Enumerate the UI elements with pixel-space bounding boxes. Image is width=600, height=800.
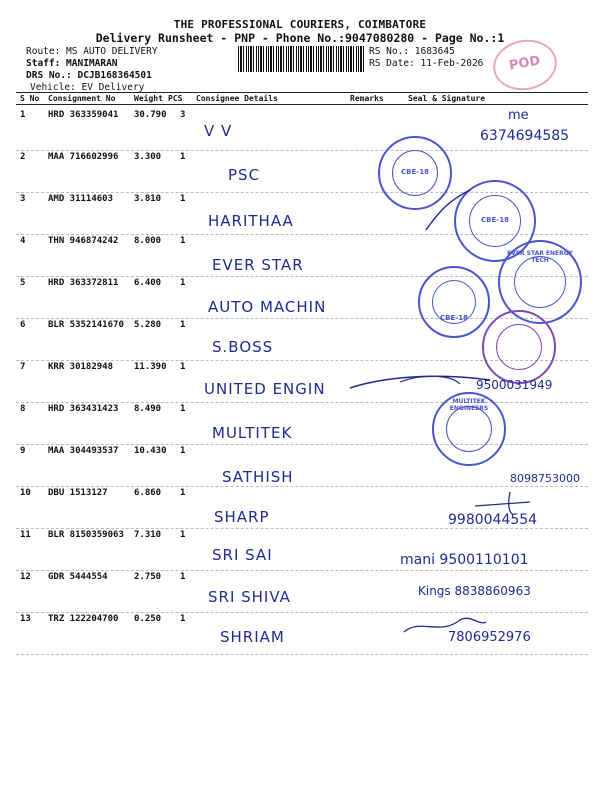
row-consignee: SHARP bbox=[214, 508, 270, 526]
row-consignee: SHRIAM bbox=[220, 628, 285, 646]
company-seal-stamp: CBE-18 bbox=[454, 180, 536, 262]
row-weight: 8.490 bbox=[134, 404, 162, 414]
row-pcs: 1 bbox=[180, 152, 186, 162]
row-pcs: 1 bbox=[180, 446, 186, 456]
signature-phone: mani 9500110101 bbox=[400, 552, 529, 568]
row-pcs: 1 bbox=[180, 404, 186, 414]
signature-phone: 8098753000 bbox=[510, 472, 580, 485]
row-consignee: PSC bbox=[228, 166, 261, 184]
row-pcs: 1 bbox=[180, 614, 186, 624]
row-consignment: MAA 304493537 bbox=[48, 446, 119, 456]
table-header-top-rule bbox=[16, 92, 588, 93]
row-consignment: THN 946874242 bbox=[48, 236, 119, 246]
row-consignee: SRI SHIVA bbox=[208, 588, 291, 606]
table-row bbox=[16, 444, 588, 487]
drs-number: DRS No.: DCJB168364501 bbox=[26, 70, 152, 81]
row-consignment: TRZ 122204700 bbox=[48, 614, 119, 624]
row-weight: 30.790 bbox=[134, 110, 167, 120]
row-consignment: HRD 363431423 bbox=[48, 404, 119, 414]
row-pcs: 1 bbox=[180, 278, 186, 288]
row-pcs: 1 bbox=[180, 194, 186, 204]
row-pcs: 3 bbox=[180, 110, 186, 120]
row-weight: 6.400 bbox=[134, 278, 162, 288]
row-pcs: 1 bbox=[180, 530, 186, 540]
staff-label: Staff: MANIMARAN bbox=[26, 58, 118, 69]
company-seal-stamp: CBE-18 bbox=[378, 136, 452, 210]
signature-phone: 9500031949 bbox=[476, 378, 553, 392]
row-weight: 6.860 bbox=[134, 488, 162, 498]
row-consignment: HRD 363372811 bbox=[48, 278, 119, 288]
row-sno: 12 bbox=[20, 572, 31, 582]
row-pcs: 1 bbox=[180, 488, 186, 498]
row-consignment: HRD 363359041 bbox=[48, 110, 119, 120]
row-consignee: SRI SAI bbox=[212, 546, 273, 564]
row-sno: 2 bbox=[20, 152, 26, 162]
row-sno: 7 bbox=[20, 362, 26, 372]
col-sno: S No bbox=[20, 94, 40, 103]
row-sno: 13 bbox=[20, 614, 31, 624]
row-weight: 8.000 bbox=[134, 236, 162, 246]
row-consignee: S.BOSS bbox=[212, 338, 274, 356]
row-consignee: AUTO MACHIN bbox=[208, 298, 327, 316]
col-consignment: Consignment No bbox=[48, 94, 116, 103]
row-consignee: MULTITEK bbox=[212, 424, 293, 442]
row-sno: 10 bbox=[20, 488, 31, 498]
company-seal-stamp: CBE-18 bbox=[418, 266, 490, 338]
row-weight: 0.250 bbox=[134, 614, 162, 624]
col-weight: Weight bbox=[134, 94, 163, 103]
row-weight: 3.810 bbox=[134, 194, 162, 204]
row-consignment: MAA 716602996 bbox=[48, 152, 119, 162]
signature-phone: 9980044554 bbox=[448, 512, 538, 528]
table-header-bottom-rule bbox=[16, 104, 588, 105]
row-pcs: 1 bbox=[180, 572, 186, 582]
row-sno: 1 bbox=[20, 110, 26, 120]
row-consignment: AMD 31114603 bbox=[48, 194, 114, 204]
row-sno: 3 bbox=[20, 194, 26, 204]
signature-scribble bbox=[420, 180, 480, 240]
row-sno: 4 bbox=[20, 236, 26, 246]
col-seal-signature: Seal & Signature bbox=[408, 94, 486, 103]
row-pcs: 1 bbox=[180, 320, 186, 330]
company-seal-stamp: MULTITEK ENGINEERS bbox=[432, 392, 506, 466]
row-weight: 10.430 bbox=[134, 446, 167, 456]
company-title: THE PROFESSIONAL COURIERS, COIMBATORE bbox=[173, 18, 427, 31]
signature-scribble bbox=[470, 488, 550, 518]
col-remarks: Remarks bbox=[350, 94, 384, 103]
signature-phone: 6374694585 bbox=[480, 128, 570, 144]
row-weight: 7.310 bbox=[134, 530, 162, 540]
row-sno: 6 bbox=[20, 320, 26, 330]
row-pcs: 1 bbox=[180, 236, 186, 246]
col-consignee: Consignee Details bbox=[196, 94, 278, 103]
row-consignee: UNITED ENGIN bbox=[204, 380, 326, 398]
row-consignee: HARITHAA bbox=[208, 212, 294, 230]
row-sno: 5 bbox=[20, 278, 26, 288]
row-consignment: BLR 8150359063 bbox=[48, 530, 124, 540]
row-consignee: V V bbox=[204, 122, 233, 140]
barcode-image bbox=[238, 46, 364, 72]
row-consignment: GDR 5444554 bbox=[48, 572, 108, 582]
route-label: Route: MS AUTO DELIVERY bbox=[26, 46, 158, 57]
rs-number: RS No.: 1683645 bbox=[369, 46, 455, 57]
pod-stamp: POD bbox=[489, 35, 561, 95]
row-weight: 5.280 bbox=[134, 320, 162, 330]
row-sno: 8 bbox=[20, 404, 26, 414]
row-weight: 2.750 bbox=[134, 572, 162, 582]
vehicle-label: Vehicle: EV Delivery bbox=[30, 82, 145, 93]
signature-phone: Kings 8838860963 bbox=[418, 584, 531, 598]
rs-date: RS Date: 11-Feb-2026 bbox=[369, 58, 484, 69]
signature-scribble bbox=[400, 612, 490, 642]
signature: me bbox=[508, 108, 529, 123]
row-weight: 11.390 bbox=[134, 362, 167, 372]
row-consignment: KRR 30182948 bbox=[48, 362, 114, 372]
row-consignment: BLR 5352141670 bbox=[48, 320, 124, 330]
runsheet-subtitle: Delivery Runsheet - PNP - Phone No.:9047080280 - Page No.:1 bbox=[95, 31, 505, 45]
col-pcs: PCS bbox=[168, 94, 183, 103]
signature-scribble bbox=[340, 360, 540, 400]
company-seal-stamp: EVER STAR ENERGY TECH bbox=[498, 240, 582, 324]
row-sno: 9 bbox=[20, 446, 26, 456]
row-pcs: 1 bbox=[180, 362, 186, 372]
row-consignment: DBU 1513127 bbox=[48, 488, 108, 498]
row-consignee: EVER STAR bbox=[212, 256, 304, 274]
row-consignee: SATHISH bbox=[222, 468, 294, 486]
row-sno: 11 bbox=[20, 530, 31, 540]
signature-phone: 7806952976 bbox=[448, 630, 531, 645]
row-weight: 3.300 bbox=[134, 152, 162, 162]
